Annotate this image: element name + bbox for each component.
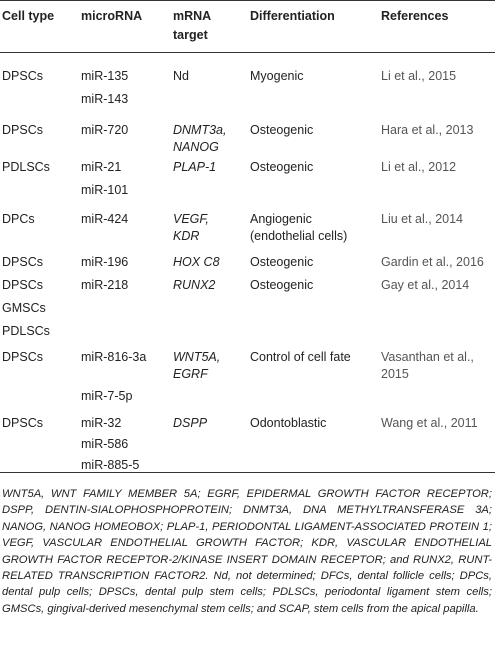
row-4-differentiation-2: (endothelial cells) xyxy=(250,229,348,243)
row-7-cell-type: DPSCs xyxy=(2,350,43,364)
row-5-differentiation: Osteogenic xyxy=(250,255,314,269)
row-3-mirna-1: miR-21 xyxy=(81,160,122,174)
row-1-reference: Li et al., 2015 xyxy=(381,69,457,83)
row-4-cell-type: DPCs xyxy=(2,212,35,226)
row-2-differentiation: Osteogenic xyxy=(250,123,314,137)
row-7-mirna-1: miR-816-3a xyxy=(81,350,147,364)
row-2-target-2: NANOG xyxy=(173,140,219,154)
row-5-reference: Gardin et al., 2016 xyxy=(381,255,484,269)
row-7-mirna-2: miR-7-5p xyxy=(81,389,133,403)
row-7-reference-1: Vasanthan et al., xyxy=(381,350,474,364)
row-4-target-1: VEGF, xyxy=(173,212,209,226)
row-4-differentiation-1: Angiogenic xyxy=(250,212,312,226)
row-4-target-2: KDR xyxy=(173,229,200,243)
row-8-differentiation: Odontoblastic xyxy=(250,416,327,430)
header-microrna: microRNA xyxy=(81,9,143,23)
row-1-differentiation: Myogenic xyxy=(250,69,304,83)
row-8-mirna-1: miR-32 xyxy=(81,416,122,430)
row-6-mirna-1: miR-218 xyxy=(81,278,129,292)
row-4-mirna-1: miR-424 xyxy=(81,212,129,226)
row-3-mirna-2: miR-101 xyxy=(81,183,129,197)
row-3-reference: Li et al., 2012 xyxy=(381,160,457,174)
row-6-cell-type-3: PDLSCs xyxy=(2,324,50,338)
row-7-differentiation: Control of cell fate xyxy=(250,350,351,364)
row-3-differentiation: Osteogenic xyxy=(250,160,314,174)
row-5-mirna-1: miR-196 xyxy=(81,255,129,269)
row-3-cell-type: PDLSCs xyxy=(2,160,50,174)
row-1-mirna-1: miR-135 xyxy=(81,69,129,83)
table-header-rule xyxy=(0,52,495,53)
row-6-target: RUNX2 xyxy=(173,278,216,292)
row-6-reference: Gay et al., 2014 xyxy=(381,278,470,292)
row-4-reference: Liu et al., 2014 xyxy=(381,212,464,226)
row-7-target-1: WNT5A, xyxy=(173,350,221,364)
row-2-target-1: DNMT3a, xyxy=(173,123,227,137)
row-7-reference-2: 2015 xyxy=(381,367,409,381)
table-bottom-rule xyxy=(0,472,495,473)
row-2-cell-type: DPSCs xyxy=(2,123,43,137)
row-5-target: HOX C8 xyxy=(173,255,220,269)
header-cell-type: Cell type xyxy=(2,9,55,23)
table-footnote: WNT5A, WNT FAMILY MEMBER 5A; EGRF, EPIDERMAL GROWTH FACTOR RECEPTOR; DSPP, DENTIN-SIALOPHOSPHOPROTEIN; DNMT3A, DNA METHYLTRANSFERASE 3A; NANOG, NANOG HOMEOBOX; PLAP-1, PERIODONTAL LIGAMENT-ASSOCIATED PROTEIN 1; VEGF, VASCULAR ENDOTHELIAL GROWTH FACTOR; KDR, VASCULAR ENDOTHELIAL GROWTH FACTOR RECEPTOR-2/KINASE INSERT DOMAIN RECEPTOR; and RUNX2, RUNT-RELATED TRANSCRIPTION FACTOR2. Nd, not determined; DFCs, dental follicle cells; DPCs, dental pulp cells; DPSCs, dental pulp stem cells; PDLSCs, periodontal ligament stem cells; GMSCs, gingival-derived mesenchymal stem cells; and SCAP, stem cells from the apical papilla. xyxy=(2,488,492,615)
row-1-target: Nd xyxy=(173,69,189,83)
row-8-mirna-2: miR-586 xyxy=(81,437,129,451)
row-1-mirna-2: miR-143 xyxy=(81,92,129,106)
row-8-cell-type: DPSCs xyxy=(2,416,43,430)
header-references: References xyxy=(381,9,449,23)
row-7-target-2: EGRF xyxy=(173,367,208,381)
row-1-cell-type: DPSCs xyxy=(2,69,43,83)
row-6-cell-type-2: GMSCs xyxy=(2,301,46,315)
row-8-target: DSPP xyxy=(173,416,208,430)
row-6-differentiation: Osteogenic xyxy=(250,278,314,292)
header-mrna-target-line2: target xyxy=(173,28,208,42)
header-differentiation: Differentiation xyxy=(250,9,335,23)
row-5-cell-type: DPSCs xyxy=(2,255,43,269)
table-top-rule xyxy=(0,0,495,1)
row-6-cell-type: DPSCs xyxy=(2,278,43,292)
row-8-reference: Wang et al., 2011 xyxy=(381,416,478,430)
row-8-mirna-3: miR-885-5 xyxy=(81,458,140,472)
header-mrna-target-line1: mRNA xyxy=(173,9,212,23)
row-2-reference: Hara et al., 2013 xyxy=(381,123,474,137)
row-3-target: PLAP-1 xyxy=(173,160,217,174)
row-2-mirna-1: miR-720 xyxy=(81,123,129,137)
